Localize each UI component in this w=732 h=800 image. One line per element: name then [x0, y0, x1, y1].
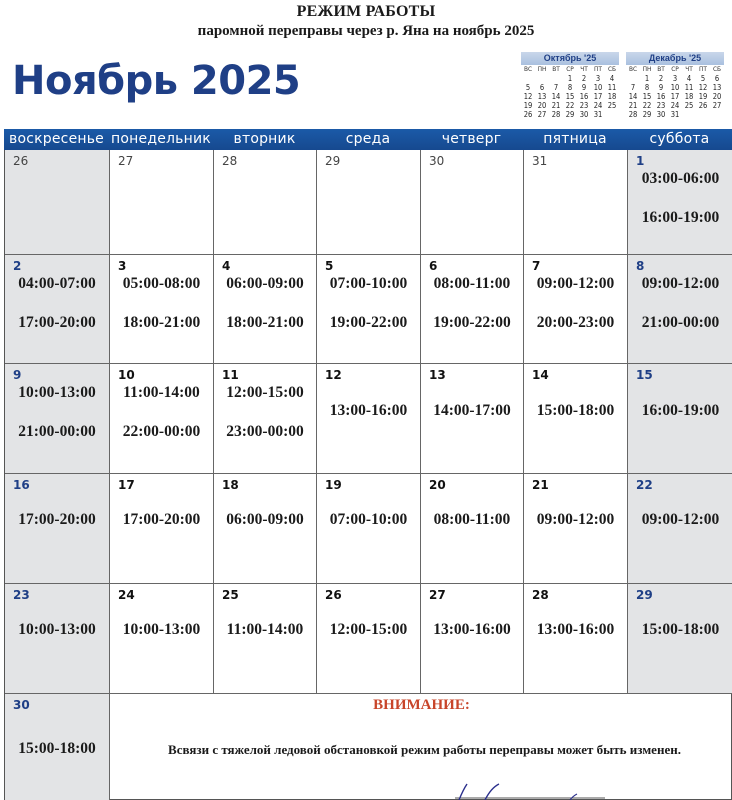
- day-cell: [317, 150, 421, 255]
- day-cell: [628, 584, 732, 694]
- mini-day: [682, 110, 696, 119]
- time-slot: 21:00-00:00: [641, 314, 720, 331]
- day-cell: [214, 150, 317, 255]
- time-slot: 16:00-19:00: [641, 209, 720, 226]
- day-cell: [421, 364, 524, 474]
- day-number: 12: [325, 368, 342, 382]
- time-slot: 18:00-21:00: [122, 314, 201, 331]
- day-number: 15: [636, 368, 653, 382]
- time-slot: 09:00-12:00: [536, 275, 615, 292]
- mini-day: 4: [686, 74, 692, 83]
- mini-day: 9: [581, 83, 587, 92]
- weekday-header: пятница: [543, 131, 607, 147]
- day-cell: [524, 150, 628, 255]
- day-cell: [524, 255, 628, 364]
- mini-day: 30: [579, 110, 589, 119]
- time-slot: 17:00-20:00: [18, 314, 96, 331]
- day-number: 25: [222, 588, 239, 602]
- weekday-header: воскресенье: [9, 131, 104, 147]
- day-cell: [317, 364, 421, 474]
- day-cell: [628, 364, 732, 474]
- mini-calendar-grid: [521, 65, 619, 119]
- day-number: 28: [222, 154, 238, 168]
- day-number: 16: [13, 478, 30, 492]
- day-cell: [5, 474, 110, 584]
- day-cell: [5, 584, 110, 694]
- mini-day: 12: [698, 83, 708, 92]
- mini-day: 17: [593, 92, 603, 101]
- mini-day: 27: [712, 101, 722, 110]
- mini-day: 6: [539, 83, 545, 92]
- time-slot: 19:00-22:00: [433, 314, 511, 331]
- mini-calendar-december: [626, 52, 724, 119]
- time-slot: 16:00-19:00: [641, 402, 720, 419]
- mini-weekday-label: ПН: [642, 65, 652, 73]
- day-number: 27: [118, 154, 134, 168]
- mini-weekday-label: ВС: [523, 65, 533, 73]
- mini-weekday-label: СБ: [607, 65, 617, 73]
- day-cell: [317, 255, 421, 364]
- day-number: 20: [429, 478, 446, 492]
- mini-day: 20: [712, 92, 722, 101]
- day-cell: [5, 255, 110, 364]
- time-slot: 03:00-06:00: [641, 170, 720, 187]
- mini-weekday-label: ЧТ: [685, 65, 693, 73]
- mini-day: [605, 110, 619, 119]
- time-slot: 08:00-11:00: [433, 511, 511, 528]
- mini-day: 27: [537, 110, 547, 119]
- time-slot: 05:00-08:00: [122, 275, 201, 292]
- day-number: 30: [429, 154, 445, 168]
- mini-day: 24: [670, 101, 680, 110]
- day-cell: [524, 584, 628, 694]
- mini-day: 23: [579, 101, 589, 110]
- mini-day: 10: [593, 83, 603, 92]
- calendar-grid: [4, 150, 732, 694]
- day-number: 1: [636, 154, 645, 168]
- day-cell: [524, 364, 628, 474]
- day-cell: [214, 474, 317, 584]
- weekday-header: вторник: [233, 131, 296, 147]
- day-number: 4: [222, 259, 231, 273]
- time-slot: 09:00-12:00: [536, 511, 615, 528]
- day-cell: [214, 584, 317, 694]
- time-slot: 23:00-00:00: [226, 423, 304, 440]
- time-slot: 13:00-16:00: [433, 621, 511, 638]
- document-title: РЕЖИМ РАБОТЫ: [296, 3, 436, 20]
- time-slot: 15:00-18:00: [536, 402, 615, 419]
- mini-day: 16: [579, 92, 589, 101]
- day-number: 31: [532, 154, 548, 168]
- mini-day: [696, 110, 710, 119]
- mini-weekday-label: СР: [566, 65, 574, 73]
- mini-weekday-label: ВТ: [657, 65, 665, 73]
- time-slot: 14:00-17:00: [433, 402, 511, 419]
- schedule-calendar: [4, 129, 732, 800]
- day-number: 22: [636, 478, 653, 492]
- mini-calendar-title: Октябрь '25: [521, 52, 619, 65]
- day-number: 28: [532, 588, 549, 602]
- weekday-header-row: [4, 129, 732, 150]
- mini-day: 24: [593, 101, 603, 110]
- weekday-header: понедельник: [111, 131, 211, 147]
- day-number: 5: [325, 259, 334, 273]
- day-number: 30: [13, 698, 30, 712]
- mini-day: 4: [609, 74, 615, 83]
- day-cell: [628, 474, 732, 584]
- day-cell: [421, 474, 524, 584]
- mini-weekday-label: СР: [671, 65, 679, 73]
- month-title: Ноябрь 2025: [12, 58, 301, 104]
- time-slot: 13:00-16:00: [329, 402, 408, 419]
- mini-day: 18: [607, 92, 617, 101]
- mini-day: 11: [684, 83, 694, 92]
- time-slot: 06:00-09:00: [226, 275, 304, 292]
- day-cell: [110, 584, 214, 694]
- mini-day: 31: [593, 110, 603, 119]
- day-cell: [214, 364, 317, 474]
- notice-text: Всвязи с тяжелой ледовой обстановкой режим работы переправы может быть изменен.: [168, 742, 681, 757]
- mini-day: 25: [607, 101, 617, 110]
- notice-title: ВНИМАНИЕ:: [373, 697, 470, 713]
- time-slot: 09:00-12:00: [641, 511, 720, 528]
- time-slot: 07:00-10:00: [329, 275, 408, 292]
- day-cell: [110, 474, 214, 584]
- mini-day: 18: [684, 92, 694, 101]
- mini-calendar-grid: [626, 65, 724, 119]
- time-slot: 21:00-00:00: [18, 423, 96, 440]
- day-number: 24: [118, 588, 135, 602]
- day-cell: [214, 255, 317, 364]
- mini-day: 28: [551, 110, 561, 119]
- mini-day: 13: [537, 92, 547, 101]
- weekday-header: среда: [345, 131, 391, 147]
- day-number: 17: [118, 478, 135, 492]
- mini-day: 2: [658, 74, 664, 83]
- mini-day: 1: [567, 74, 573, 83]
- mini-day: 1: [644, 74, 650, 83]
- time-slot: 17:00-20:00: [18, 511, 96, 528]
- day-number: 14: [532, 368, 549, 382]
- mini-day: 19: [698, 92, 708, 101]
- mini-day: 22: [642, 101, 652, 110]
- time-slot: 08:00-11:00: [433, 275, 511, 292]
- day-number: 29: [636, 588, 653, 602]
- time-slot: 18:00-21:00: [226, 314, 304, 331]
- mini-day: 14: [628, 92, 638, 101]
- mini-day: 30: [656, 110, 666, 119]
- time-slot: 10:00-13:00: [18, 384, 96, 401]
- day-cell: [317, 474, 421, 584]
- time-slot: 10:00-13:00: [18, 621, 96, 638]
- time-slot: 13:00-16:00: [536, 621, 615, 638]
- mini-day: 8: [567, 83, 573, 92]
- day-cell: [5, 364, 110, 474]
- day-number: 13: [429, 368, 446, 382]
- day-cell: [421, 150, 524, 255]
- time-slot: 20:00-23:00: [536, 314, 615, 331]
- time-slot: 07:00-10:00: [329, 511, 408, 528]
- mini-day: [521, 74, 535, 83]
- time-slot: 15:00-18:00: [641, 621, 720, 638]
- signature-icon: [455, 782, 605, 800]
- day-number: 18: [222, 478, 239, 492]
- time-slot: 06:00-09:00: [226, 511, 304, 528]
- time-slot: 04:00-07:00: [18, 275, 96, 292]
- mini-day: 20: [537, 101, 547, 110]
- mini-weekday-label: ВС: [628, 65, 638, 73]
- mini-calendar-title: Декабрь '25: [626, 52, 724, 65]
- mini-day: 9: [658, 83, 664, 92]
- day-cell: [110, 364, 214, 474]
- day-number: 27: [429, 588, 446, 602]
- day-cell: [628, 150, 732, 255]
- mini-day: 5: [700, 74, 706, 83]
- mini-day: 12: [523, 92, 533, 101]
- time-slot: 11:00-14:00: [226, 621, 304, 638]
- day-cell: [110, 255, 214, 364]
- mini-day: 21: [551, 101, 561, 110]
- mini-weekday-label: ВТ: [552, 65, 560, 73]
- day-number: 19: [325, 478, 342, 492]
- mini-day: 15: [642, 92, 652, 101]
- mini-weekday-label: СБ: [712, 65, 722, 73]
- day-number: 11: [222, 368, 239, 382]
- day-cell: [524, 474, 628, 584]
- day-number: 3: [118, 259, 127, 273]
- day-number: 26: [13, 154, 29, 168]
- day-number: 21: [532, 478, 549, 492]
- time-slot: 22:00-00:00: [122, 423, 201, 440]
- day-number: 9: [13, 368, 22, 382]
- time-slot: 19:00-22:00: [329, 314, 408, 331]
- mini-weekday-label: ЧТ: [580, 65, 588, 73]
- mini-day: [626, 74, 640, 83]
- day-cell: [317, 584, 421, 694]
- day-number: 2: [13, 259, 22, 273]
- time-slot: 09:00-12:00: [641, 275, 720, 292]
- mini-day: 11: [607, 83, 617, 92]
- day-number: 29: [325, 154, 341, 168]
- document-subtitle: паромной переправы через р. Яна на ноябрь 2025: [197, 23, 535, 39]
- mini-day: 2: [581, 74, 587, 83]
- mini-day: [535, 74, 549, 83]
- mini-day: 29: [642, 110, 652, 119]
- mini-day: 23: [656, 101, 666, 110]
- mini-day: 6: [714, 74, 720, 83]
- mini-day: 7: [553, 83, 559, 92]
- day-cell: [5, 150, 110, 255]
- mini-day: 13: [712, 83, 722, 92]
- day-number: 6: [429, 259, 438, 273]
- mini-day: 3: [672, 74, 678, 83]
- day-number: 10: [118, 368, 135, 382]
- mini-weekday-label: ПТ: [699, 65, 707, 73]
- mini-day: 21: [628, 101, 638, 110]
- mini-day: 10: [670, 83, 680, 92]
- time-slot: 11:00-14:00: [123, 384, 200, 401]
- mini-day: 22: [565, 101, 575, 110]
- mini-weekday-label: ПТ: [594, 65, 602, 73]
- day-cell: [5, 694, 110, 800]
- mini-day: 17: [670, 92, 680, 101]
- day-number: 23: [13, 588, 30, 602]
- calendar-last-row: [4, 694, 732, 800]
- mini-day: 29: [565, 110, 575, 119]
- mini-day: 16: [656, 92, 666, 101]
- mini-day: 8: [644, 83, 650, 92]
- mini-day: 7: [630, 83, 636, 92]
- time-slot: 12:00-15:00: [329, 621, 408, 638]
- mini-calendar-october: [521, 52, 619, 119]
- mini-day: 19: [523, 101, 533, 110]
- time-slot: 10:00-13:00: [122, 621, 201, 638]
- time-slot: 12:00-15:00: [226, 384, 304, 401]
- mini-day: 3: [595, 74, 601, 83]
- day-cell: [421, 255, 524, 364]
- day-number: 7: [532, 259, 541, 273]
- day-cell: [110, 150, 214, 255]
- mini-day: [710, 110, 724, 119]
- mini-day: 26: [698, 101, 708, 110]
- mini-weekday-label: ПН: [537, 65, 547, 73]
- notice-box: [110, 694, 732, 800]
- mini-day: [549, 74, 563, 83]
- mini-day: 15: [565, 92, 575, 101]
- time-slot: 15:00-18:00: [18, 740, 96, 757]
- day-number: 8: [636, 259, 645, 273]
- mini-day: 5: [525, 83, 531, 92]
- mini-day: 31: [670, 110, 680, 119]
- day-cell: [628, 255, 732, 364]
- day-number: 26: [325, 588, 342, 602]
- weekday-header: суббота: [649, 131, 710, 147]
- mini-day: 14: [551, 92, 561, 101]
- mini-day: 28: [628, 110, 638, 119]
- mini-day: 26: [523, 110, 533, 119]
- time-slot: 17:00-20:00: [122, 511, 201, 528]
- day-cell: [421, 584, 524, 694]
- weekday-header: четверг: [441, 131, 502, 147]
- mini-day: 25: [684, 101, 694, 110]
